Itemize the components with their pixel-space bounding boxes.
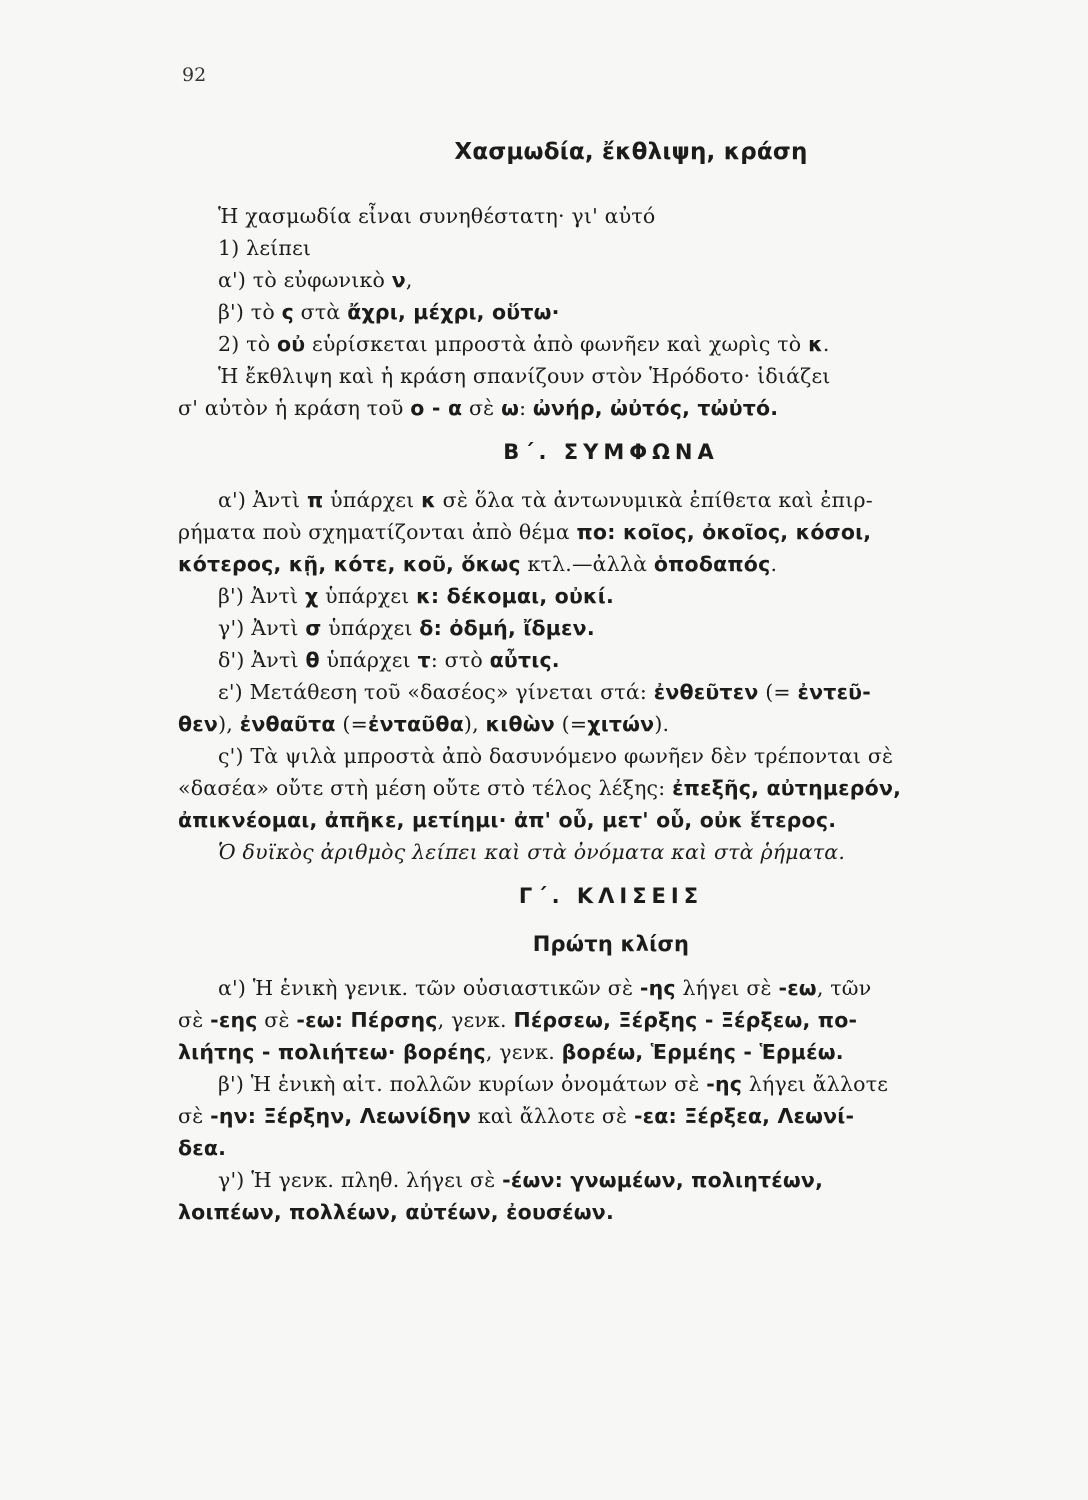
page-title: Χασμωδία, ἔκθλιψη, κράση bbox=[454, 139, 808, 165]
paragraph-epsilon: ε') Μετάθεση τοῦ «δασέος» γίνεται στά: ἐνθεῦτεν (= ἐντεῦ- θεν), ἐνθαῦτα (=ἐνταῦθα), κιθὼν (=χιτών). bbox=[178, 680, 871, 736]
paragraph-gamma: γ') Ἀντὶ σ ὑπάρχει δ: ὀδμή, ἴδμεν. bbox=[218, 616, 595, 640]
intro-line: β') τὸ ς στὰ ἄχρι, μέχρι, οὕτω· bbox=[218, 300, 560, 324]
paragraph-beta: β') Ἀντὶ χ ὑπάρχει κ: δέκομαι, οὐκί. bbox=[218, 584, 614, 608]
intro-line: 1) λείπει bbox=[218, 236, 312, 260]
decl-paragraph-gamma: γ') Ἡ γενκ. πληθ. λήγει σὲ -έων: γνωμέων, πολιητέων, λοιπέων, πολλέων, αὐτέων, ἐουσέων. bbox=[178, 1168, 824, 1224]
intro-line: α') τὸ εὐφωνικὸ ν, bbox=[218, 268, 413, 292]
decl-paragraph-beta: β') Ἡ ἑνικὴ αἰτ. πολλῶν κυρίων ὀνομάτων σὲ -ης λήγει ἄλλοτε σὲ -ην: Ξέρξην, Λεωνίδην καὶ ἄλλοτε σὲ -εα: Ξέρξεα, Λεωνί- δεα. bbox=[178, 1072, 889, 1160]
page-number: 92 bbox=[182, 64, 207, 86]
intro-line: 2) τὸ οὐ εὑρίσκεται μπροστὰ ἀπὸ φωνῆεν καὶ χωρὶς τὸ κ. bbox=[218, 332, 830, 356]
intro-line: Ἡ ἔκθλιψη καὶ ἡ κράση σπανίζουν στὸν Ἡρόδοτο· ἰδιάζει bbox=[218, 364, 831, 388]
dual-number-note: Ὁ δυϊκὸς ἀριθμὸς λείπει καὶ στὰ ὀνόματα καὶ στὰ ῥήματα. bbox=[218, 840, 846, 864]
section-heading-declensions: Γ΄. ΚΛΙΣΕΙΣ bbox=[518, 884, 704, 908]
intro-line: Ἡ χασμωδία εἶναι συνηθέστατη· γι' αὐτό bbox=[218, 204, 656, 228]
decl-paragraph-alpha: α') Ἡ ἑνικὴ γενικ. τῶν οὐσιαστικῶν σὲ -ης λήγει σὲ -εω, τῶν σὲ -εης σὲ -εω: Πέρσης, γενκ. Πέρσεω, Ξέρξης - Ξέρξεω, πο- λιήτης - πολιήτεω· βορέης, γενκ. βορέω, Ἑρμέης - Ἑρμέω. bbox=[178, 976, 872, 1064]
intro-line: σ' αὐτὸν ἡ κράση τοῦ ο - α σὲ ω: ὠνήρ, ὠὐτός, τὠὐτό. bbox=[178, 396, 779, 420]
section-heading-consonants: Β΄. ΣΥΜΦΩΝΑ bbox=[503, 440, 719, 464]
paragraph-delta: δ') Ἀντὶ θ ὑπάρχει τ: στὸ αὖτις. bbox=[218, 648, 560, 672]
paragraph-stigma: ς') Τὰ ψιλὰ μπροστὰ ἀπὸ δασυνόμενο φωνῆεν δὲν τρέπονται σὲ «δασέα» οὔτε στὴ μέση οὔτε στὸ τέλος λέξης: ἐπεξῆς, αὐτημερόν, ἀπικνέομαι, ἀπῆκε, μετίημι· ἀπ' οὗ, μετ' οὗ, οὐκ ἕτερος. bbox=[178, 744, 902, 832]
paragraph-alpha: α') Ἀντὶ π ὑπάρχει κ σὲ ὅλα τὰ ἀντωνυμικὰ ἐπίθετα καὶ ἐπιρ- ρήματα ποὺ σχηματίζονται ἀπὸ θέμα πο: κοῖος, ὀκοῖος, κόσοι, κότερος, κῇ, κότε, κοῦ, ὅκως κτλ.—ἀλλὰ ὁποδαπός. bbox=[178, 488, 873, 576]
page-body bbox=[178, 136, 1044, 1228]
subheading-first-declension: Πρώτη κλίση bbox=[532, 932, 690, 956]
